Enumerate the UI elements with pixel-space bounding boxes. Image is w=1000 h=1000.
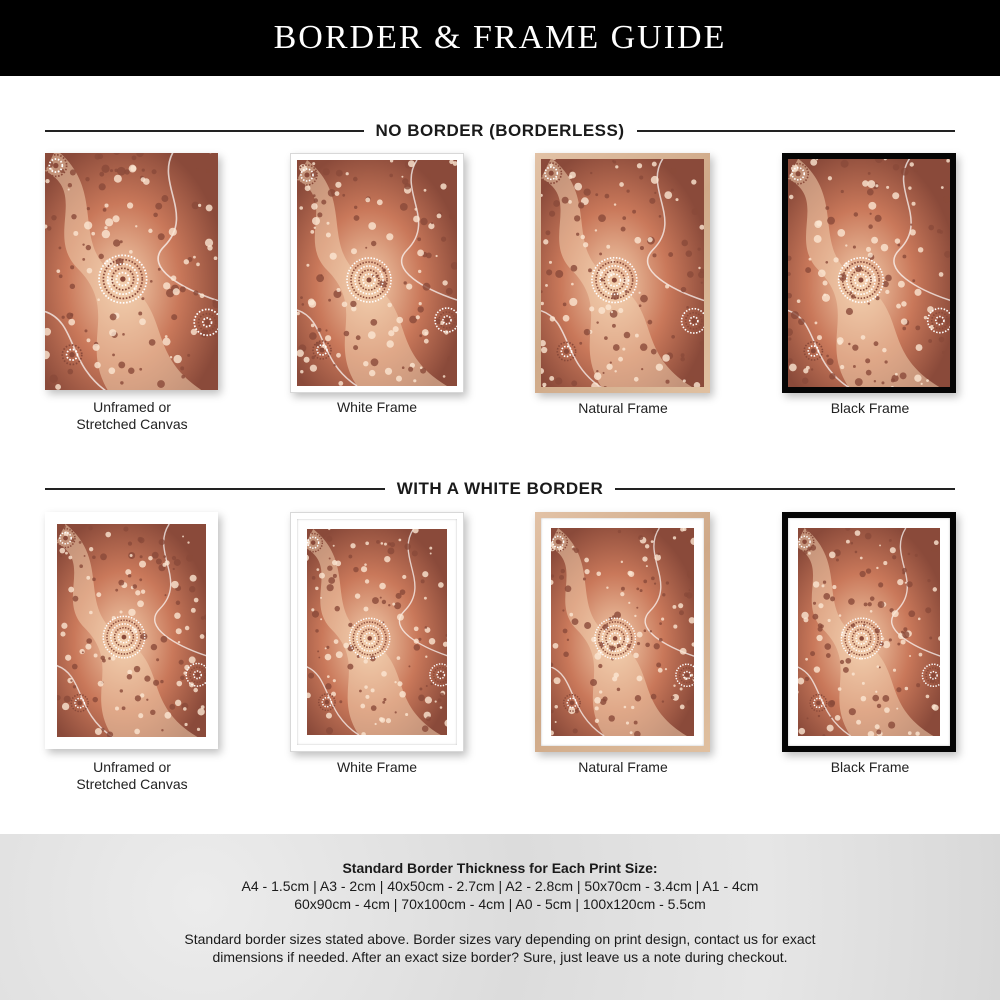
caption-white-frame bbox=[287, 399, 467, 416]
divider bbox=[45, 488, 385, 490]
artwork-image bbox=[798, 528, 940, 736]
size-list-line: 60x90cm - 4cm | 70x100cm - 4cm | A0 - 5cm | 100x120cm - 5.5cm bbox=[294, 896, 706, 912]
caption-line: Unframed or bbox=[93, 399, 171, 415]
section-title: WITH A WHITE BORDER bbox=[396, 479, 604, 498]
size-list-line: A4 - 1.5cm | A3 - 2cm | 40x50cm - 2.7cm | A2 - 2.8cm | 50x70cm - 3.4cm | A1 - 4cm bbox=[241, 878, 759, 894]
artwork-image bbox=[541, 159, 704, 387]
dot-painting-artwork bbox=[307, 529, 447, 735]
art-print-unframed-border bbox=[45, 512, 218, 749]
dot-painting-artwork bbox=[788, 159, 950, 387]
caption-line: Stretched Canvas bbox=[76, 416, 188, 432]
artwork-image bbox=[788, 159, 950, 387]
caption-line: Unframed or bbox=[93, 759, 171, 775]
info-note-line: dimensions if needed. After an exact size border? Sure, just leave us a note during checkout. bbox=[212, 949, 788, 965]
art-print-black-frame bbox=[782, 153, 956, 393]
section-heading-white-border bbox=[45, 477, 955, 501]
section-heading-no-border bbox=[45, 119, 955, 143]
artwork-image bbox=[57, 524, 206, 737]
dot-painting-artwork bbox=[45, 153, 218, 390]
caption-black-frame bbox=[780, 759, 960, 776]
section-title: NO BORDER (BORDERLESS) bbox=[375, 121, 625, 140]
header-bar bbox=[0, 0, 1000, 76]
art-print-white-frame bbox=[290, 153, 464, 393]
caption-black-frame bbox=[780, 400, 960, 417]
art-print-natural-frame-border bbox=[535, 512, 710, 752]
page-title: BORDER & FRAME GUIDE bbox=[273, 19, 727, 56]
divider bbox=[637, 130, 956, 132]
caption-line: Natural Frame bbox=[578, 400, 668, 416]
art-print-natural-frame bbox=[535, 153, 710, 393]
caption-white-frame bbox=[287, 759, 467, 776]
caption-line: Natural Frame bbox=[578, 759, 668, 775]
art-print-unframed bbox=[45, 153, 218, 390]
caption-line: White Frame bbox=[336, 399, 418, 415]
art-print-black-frame-border bbox=[782, 512, 956, 752]
artwork-image bbox=[297, 160, 457, 386]
artwork-image bbox=[551, 528, 694, 736]
caption-line: Black Frame bbox=[830, 759, 910, 775]
dot-painting-artwork bbox=[57, 524, 206, 737]
border-size-info bbox=[0, 834, 1000, 1000]
caption-unframed bbox=[42, 759, 222, 793]
dot-painting-artwork bbox=[541, 159, 704, 387]
divider bbox=[45, 130, 364, 132]
info-title: Standard Border Thickness for Each Print Size: bbox=[342, 860, 658, 876]
caption-line: Stretched Canvas bbox=[76, 776, 188, 792]
caption-natural-frame bbox=[533, 759, 713, 776]
caption-unframed bbox=[42, 399, 222, 433]
caption-line: White Frame bbox=[336, 759, 418, 775]
caption-line: Black Frame bbox=[830, 400, 910, 416]
dot-painting-artwork bbox=[798, 528, 940, 736]
divider bbox=[615, 488, 955, 490]
caption-natural-frame bbox=[533, 400, 713, 417]
art-print-white-frame-border bbox=[290, 512, 464, 752]
dot-painting-artwork bbox=[297, 160, 457, 386]
info-note-line: Standard border sizes stated above. Border sizes vary depending on print design, contact us for exact bbox=[184, 931, 816, 947]
artwork-image bbox=[307, 529, 447, 735]
artwork-image bbox=[45, 153, 218, 390]
dot-painting-artwork bbox=[551, 528, 694, 736]
